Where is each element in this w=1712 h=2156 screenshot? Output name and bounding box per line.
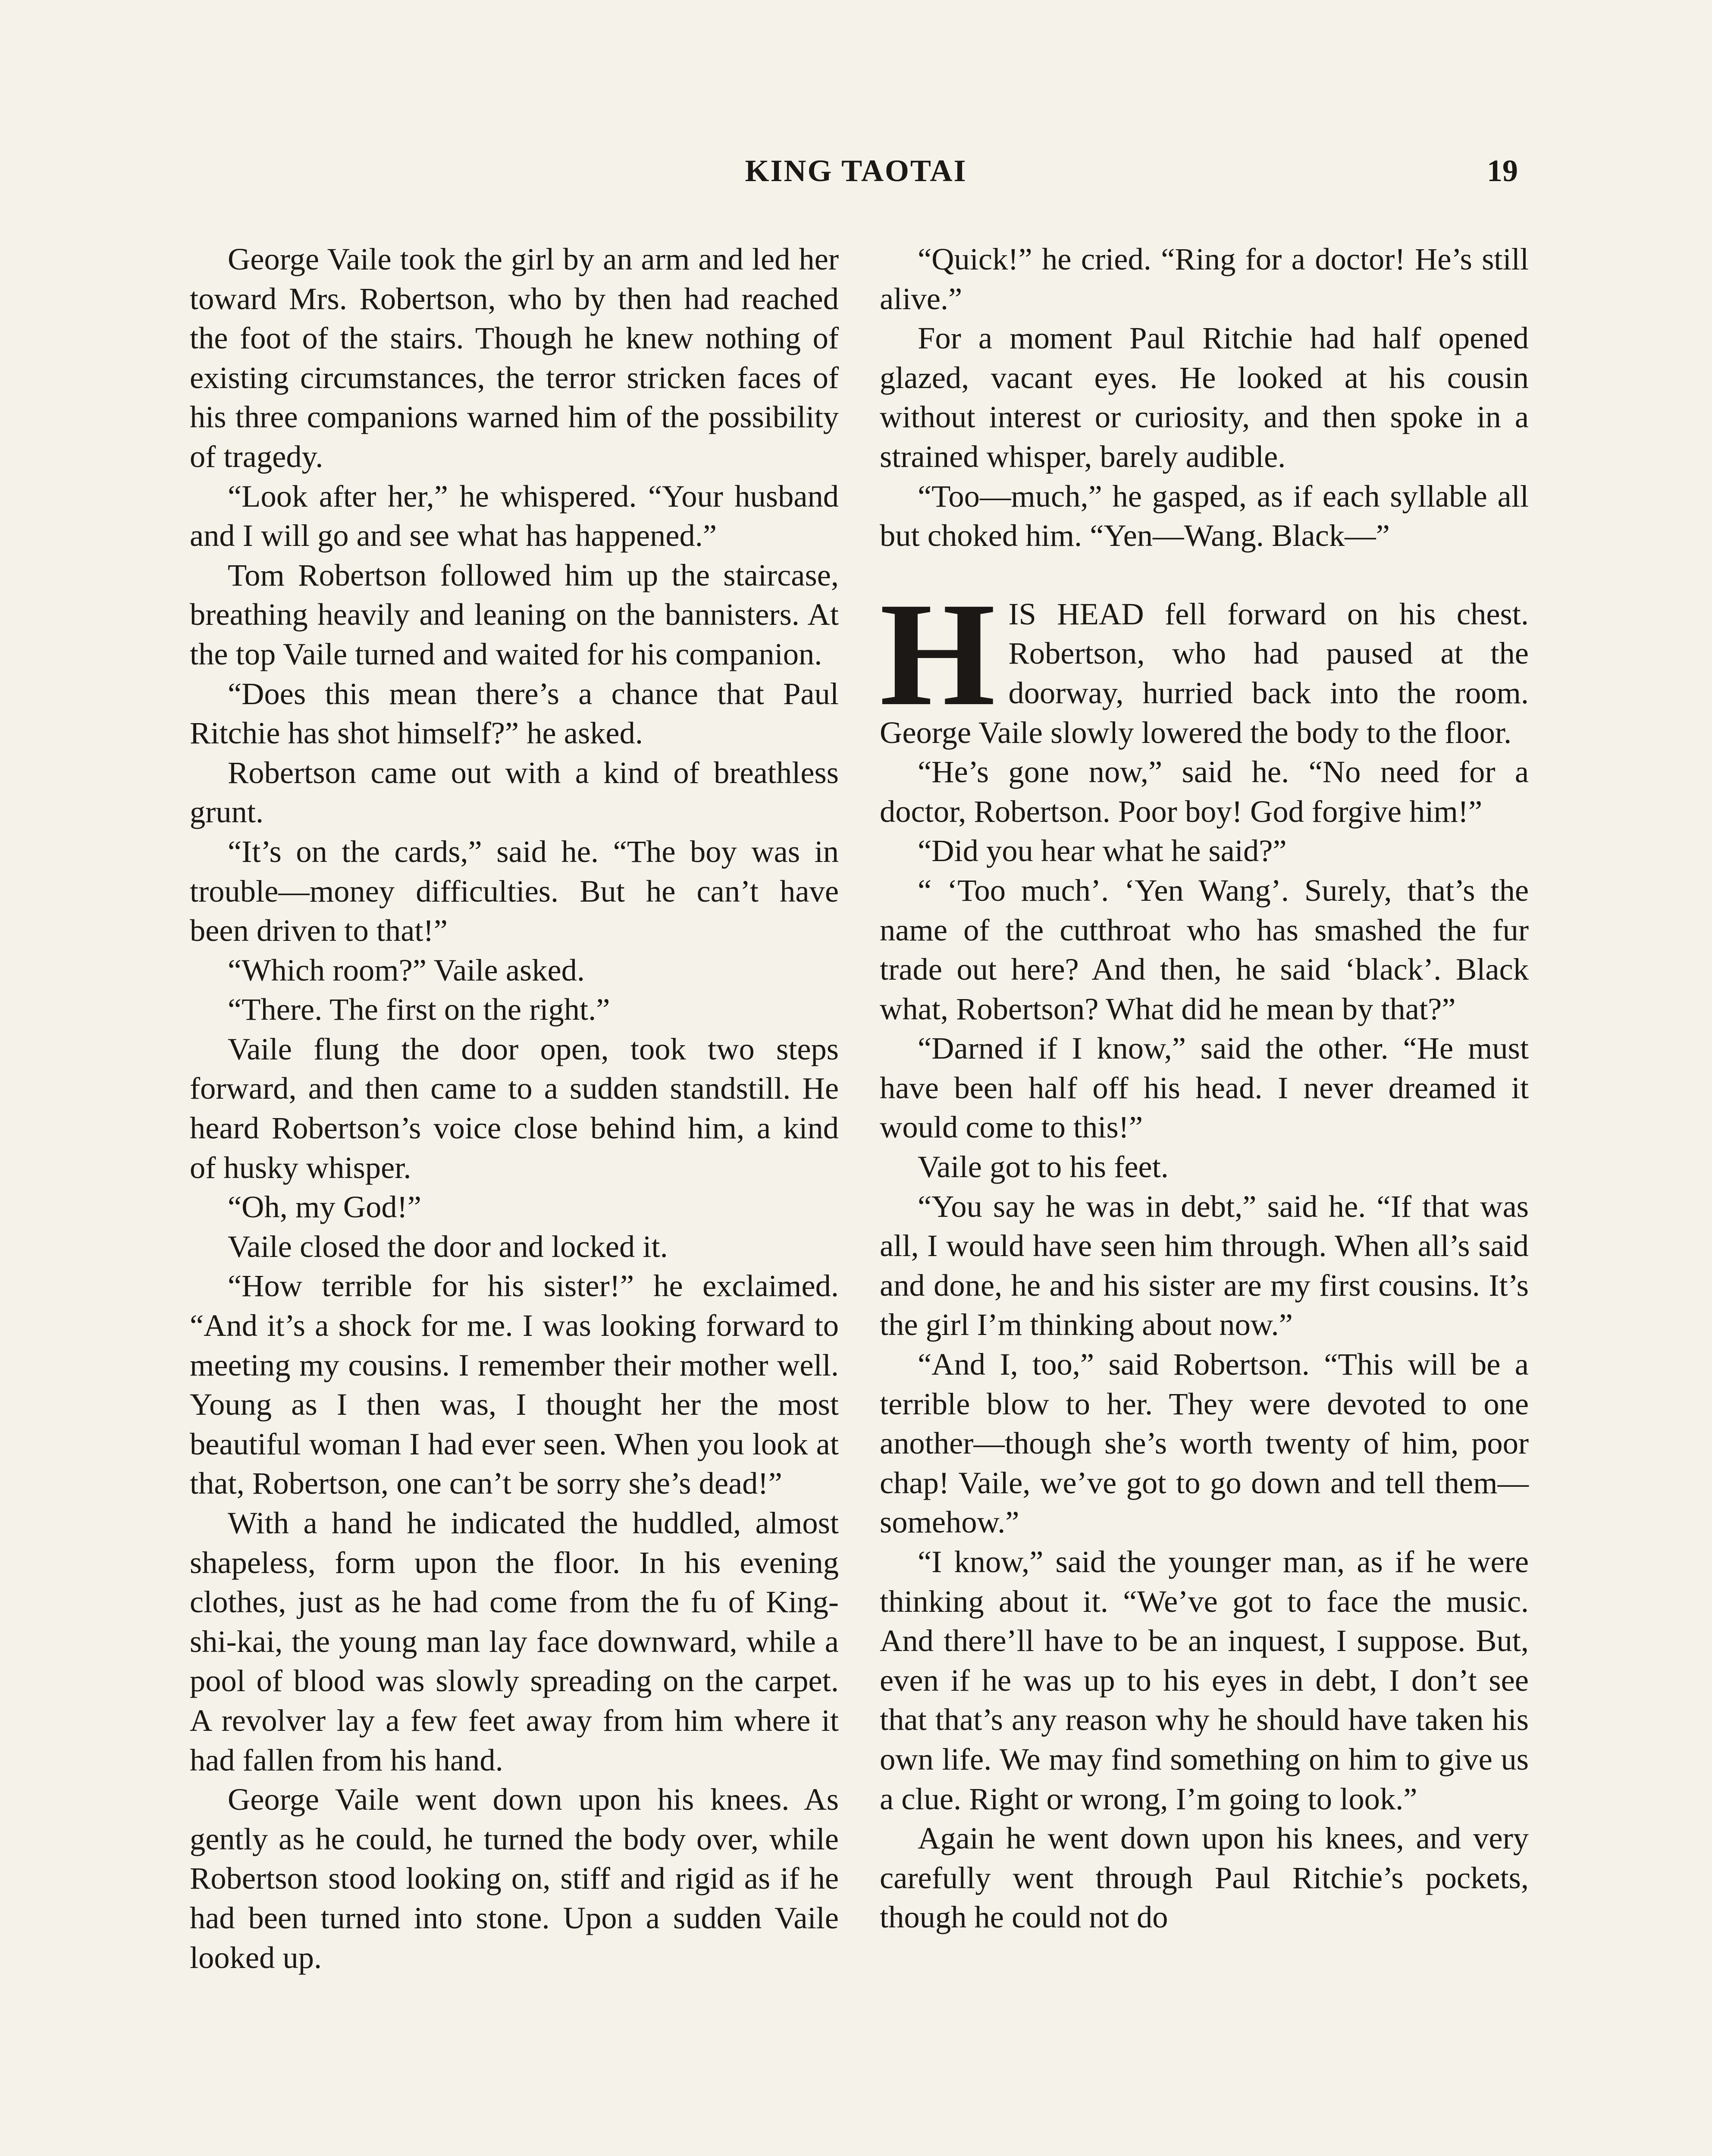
- paragraph: Vaile got to his feet.: [918, 1149, 1169, 1185]
- paragraph: “I know,” said the younger man, as if he were thinking about it. “We’ve got to face the music. And there’ll have to be an inquest, I suppose. But, even if he was up to his eyes in debt, I don’t see that that’s any reason why he should have taken his own life. We may find something on him to give us a clue. Right or wrong, I’m going to look.”: [880, 1544, 1529, 1816]
- paragraph: Again he went down upon his knees, and very carefully went through Paul Ritchie’s pockets, though he could not do: [880, 1821, 1529, 1935]
- paragraph: “ ‘Too much’. ‘Yen Wang’. Surely, that’s the name of the cutthroat who has smashed the fur trade out here? And then, he said ‘black’. Black what, Robertson? What did he mean by that?”: [880, 872, 1529, 1026]
- page-header: [0, 153, 1712, 201]
- paragraph: “Look after her,” he whispered. “Your husband and I will go and see what has happened.”: [190, 478, 839, 553]
- paragraph: For a moment Paul Ritchie had half opened glazed, vacant eyes. He looked at his cousin without interest or curiosity, and then spoke in a strained whisper, barely audible.: [880, 320, 1529, 474]
- paragraph: “Oh, my God!”: [228, 1189, 421, 1225]
- paragraph: Tom Robertson followed him up the staircase, breathing heavily and leaning on the bannisters. At the top Vaile turned and waited for his companion.: [190, 557, 839, 671]
- paragraph: “Which room?” Vaile asked.: [228, 952, 585, 987]
- paragraph: “Did you hear what he said?”: [918, 833, 1287, 868]
- paragraph: Vaile closed the door and locked it.: [228, 1228, 668, 1264]
- paragraph: “Quick!” he cried. “Ring for a doctor! He’s still alive.”: [880, 241, 1529, 316]
- right-column: [880, 239, 1529, 1937]
- paragraph: “There. The first on the right.”: [228, 992, 610, 1027]
- paragraph: “It’s on the cards,” said he. “The boy was in trouble—money difficulties. But he can’t have been driven to that!”: [190, 834, 839, 948]
- paragraph: With a hand he indicated the huddled, almost shapeless, form upon the floor. In his evening clothes, just as he had come from the fu of King-shi-kai, the young man lay face downward, while a pool of blood was slowly spreading on the carpet. A revolver lay a few feet away from him where it had fallen from his hand.: [190, 1505, 839, 1777]
- paragraph: Robertson came out with a kind of breathless grunt.: [190, 755, 839, 830]
- paragraph: Vaile flung the door open, took two steps forward, and then came to a sudden standstill. He heard Robertson’s voice close behind him, a kind of husky whisper.: [190, 1031, 839, 1185]
- paragraph: “He’s gone now,” said he. “No need for a doctor, Robertson. Poor boy! God forgive him!”: [880, 754, 1529, 829]
- section-opening: [880, 571, 1529, 752]
- paragraph: “How terrible for his sister!” he exclaimed. “And it’s a shock for me. I was looking forward to meeting my cousins. I remember their mother well. Young as I then was, I thought her the most beautiful woman I had ever seen. When you look at that, Robertson, one can’t be sorry she’s dead!”: [190, 1268, 839, 1501]
- left-column: [190, 239, 839, 1977]
- page-number: 19: [1487, 154, 1518, 188]
- section-opening-text: IS HEAD fell forward on his chest. Robertson, who had paused at the doorway, hurried back into the room. George Vaile slowly lowered the body to the floor.: [880, 596, 1529, 750]
- paragraph: “Does this mean there’s a chance that Paul Ritchie has shot himself?” he asked.: [190, 676, 839, 751]
- paragraph: George Vaile took the girl by an arm and led her toward Mrs. Robertson, who by then had reached the foot of the stairs. Though he knew nothing of existing circumstances, the terror stricken faces of his three companions warned him of the possibility of tragedy.: [190, 241, 839, 474]
- paragraph: “You say he was in debt,” said he. “If that was all, I would have seen him through. When all’s said and done, he and his sister are my first cousins. It’s the girl I’m thinking about now.”: [880, 1188, 1529, 1342]
- paragraph: “And I, too,” said Robertson. “This will be a terrible blow to her. They were devoted to one another—though she’s worth twenty of him, poor chap! Vaile, we’ve got to go down and tell them—somehow.”: [880, 1347, 1529, 1540]
- drop-cap: H: [880, 571, 996, 736]
- paragraph: “Too—much,” he gasped, as if each syllable all but choked him. “Yen—Wang. Black—”: [880, 478, 1529, 553]
- paragraph: “Darned if I know,” said the other. “He must have been half off his head. I never dreamed it would come to this!”: [880, 1031, 1529, 1145]
- paragraph: George Vaile went down upon his knees. As gently as he could, he turned the body over, while Robertson stood looking on, stiff and rigid as if he had been turned into stone. Upon a sudden Vaile looked up.: [190, 1782, 839, 1975]
- running-head: KING TAOTAI: [745, 154, 967, 188]
